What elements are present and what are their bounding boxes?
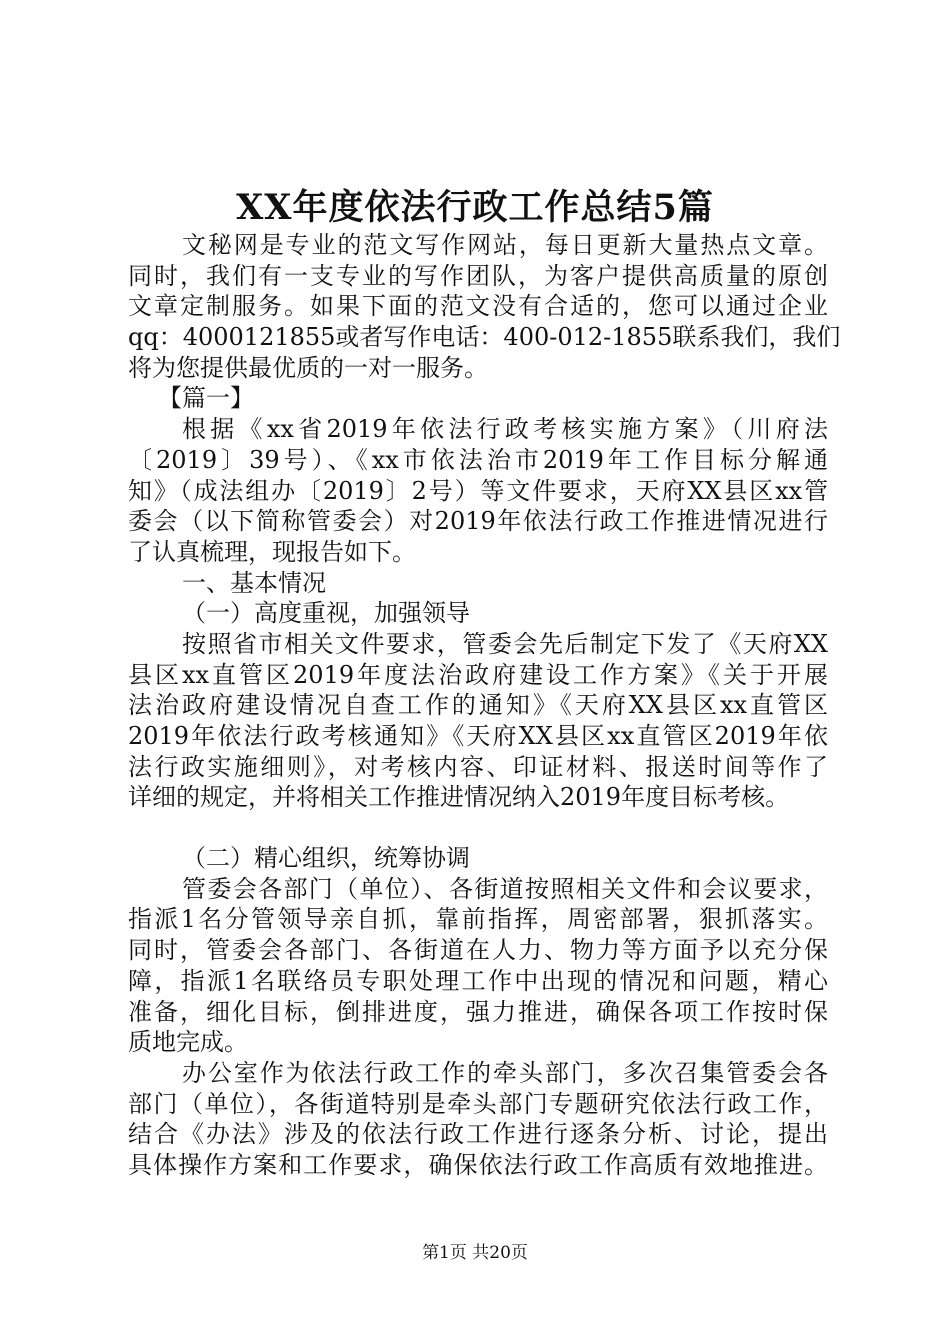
text-line: 委会（以下简称管委会）对2019年依法行政工作推进情况进行: [128, 507, 828, 536]
text-line: 准备，细化目标，倒排进度，强力推进，确保各项工作按时保: [128, 997, 828, 1026]
text-line: 按照省市相关文件要求，管委会先后制定下发了《天府XX: [182, 629, 828, 658]
intro-paragraph: [128, 230, 841, 383]
text-line: 文秘网是专业的范文写作网站，每日更新大量热点文章。: [182, 231, 828, 259]
text-line: 详细的规定，并将相关工作推进情况纳入2019年度目标考核。: [128, 783, 790, 812]
text-line: 质地完成。: [128, 1028, 248, 1057]
text-line: 管委会各部门（单位）、各街道按照相关文件和会议要求，: [182, 874, 828, 903]
text-line: 具体操作方案和工作要求，确保依法行政工作高质有效地推进。: [128, 1150, 828, 1179]
body-paragraph: [128, 629, 828, 813]
document-title: XX年度依法行政工作总结5篇: [236, 187, 714, 228]
text-line: qq：4000121855或者写作电话：400-012-1855联系我们，我们: [128, 323, 841, 352]
document-body: [128, 230, 841, 1181]
paragraph-spacer: [128, 813, 828, 843]
text-line: 〔2019〕39号）、《xx市依法治市2019年工作目标分解通: [128, 445, 828, 474]
heading-text: （二）精心组织，统筹协调: [182, 844, 470, 873]
body-paragraph: [128, 1058, 828, 1181]
text-line: 办公室作为依法行政工作的牵头部门，多次召集管委会各: [182, 1058, 828, 1087]
page-footer: 第1页 共20页: [422, 1243, 528, 1263]
text-line: 同时，我们有一支专业的写作团队，为客户提供高质量的原创: [128, 261, 828, 290]
basis-paragraph: [128, 414, 828, 567]
text-line: 2019年依法行政考核通知》《天府XX县区xx直管区2019年依: [128, 722, 828, 750]
heading-text: （一）高度重视，加强领导: [182, 599, 470, 628]
text-line: 根据《xx省2019年依法行政考核实施方案》（川府法: [182, 415, 828, 444]
text-line: 知》（成法组办〔2019〕2号）等文件要求，天府XX县区xx管: [128, 476, 828, 505]
section-label: [128, 383, 828, 414]
text-line: 障，指派1名联络员专职处理工作中出现的情况和问题，精心: [128, 966, 828, 995]
text-line: 法治政府建设情况自查工作的通知》《天府XX县区xx直管区: [128, 691, 828, 720]
body-paragraph: [128, 874, 828, 1058]
subsection-heading: [128, 843, 828, 874]
text-line: 部门（单位），各街道特别是牵头部门专题研究依法行政工作，: [128, 1089, 828, 1118]
text-line: 了认真梳理，现报告如下。: [128, 537, 416, 566]
text-line: 指派1名分管领导亲自抓，靠前指挥，周密部署，狠抓落实。: [128, 905, 828, 934]
text-line: 文章定制服务。如果下面的范文没有合适的，您可以通过企业: [128, 292, 828, 321]
subsection-heading: [128, 598, 828, 629]
text-line: 法行政实施细则》，对考核内容、印证材料、报送时间等作了: [128, 752, 828, 781]
section-heading: [128, 568, 828, 599]
text-line: 结合《办法》涉及的依法行政工作进行逐条分析、讨论，提出: [128, 1120, 828, 1149]
text-line: 同时，管委会各部门、各街道在人力、物力等方面予以充分保: [128, 936, 828, 965]
text-line: 将为您提供最优质的一对一服务。: [128, 353, 488, 382]
heading-text: 一、基本情况: [182, 568, 326, 597]
text-line: 县区xx直管区2019年度法治政府建设工作方案》《关于开展: [128, 660, 828, 689]
section-label-text: 【篇一】: [158, 384, 254, 413]
